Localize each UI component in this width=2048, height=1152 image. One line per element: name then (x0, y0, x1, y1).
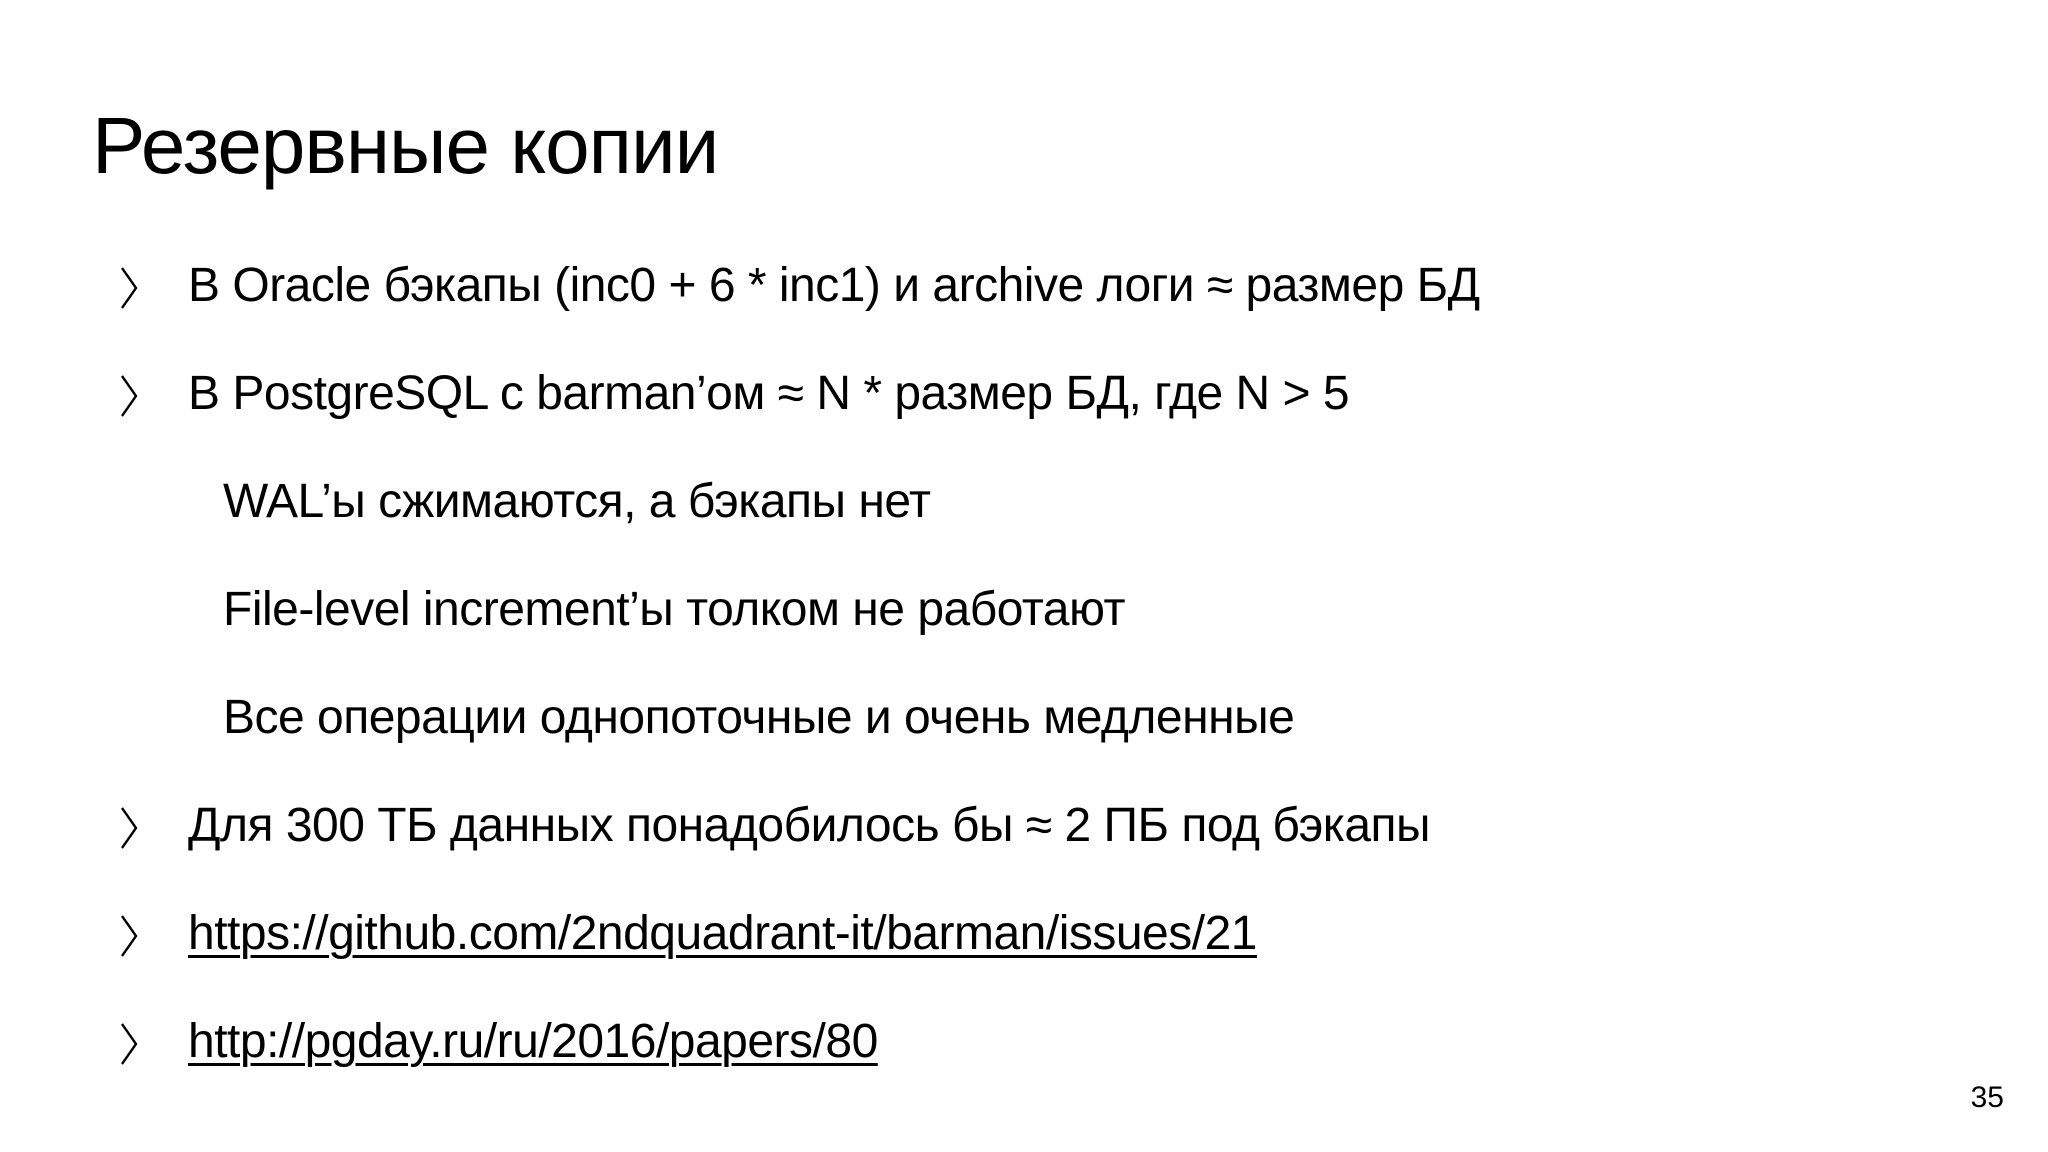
slide-title: Резервные копии (92, 101, 719, 190)
pgday-paper-link[interactable]: http://pgday.ru/ru/2016/papers/80 (188, 1015, 878, 1068)
sub-item-text: File-level increment’ы толком не работают (223, 583, 1125, 636)
bullet-text: В PostgreSQL с barman’ом ≈ N * размер БД, где N > 5 (188, 367, 1350, 420)
sub-item-text: WAL’ы сжимаются, а бэкапы нет (223, 475, 931, 528)
chevron-right-icon (118, 796, 148, 856)
chevron-right-icon (118, 1012, 148, 1072)
bullet-text: В Oracle бэкапы (inc0 + 6 * inc1) и archive логи ≈ размер БД (188, 259, 1480, 312)
github-issue-link[interactable]: https://github.com/2ndquadrant-it/barman/issues/21 (188, 907, 1257, 960)
sub-item-text: Все операции однопоточные и очень медленные (223, 691, 1295, 744)
page-number: 35 (1970, 1081, 2004, 1114)
chevron-right-icon (118, 364, 148, 424)
bullet-text: Для 300 ТБ данных понадобилось бы ≈ 2 ПБ под бэкапы (188, 799, 1430, 852)
chevron-right-icon (118, 904, 148, 964)
chevron-right-icon (118, 256, 148, 316)
